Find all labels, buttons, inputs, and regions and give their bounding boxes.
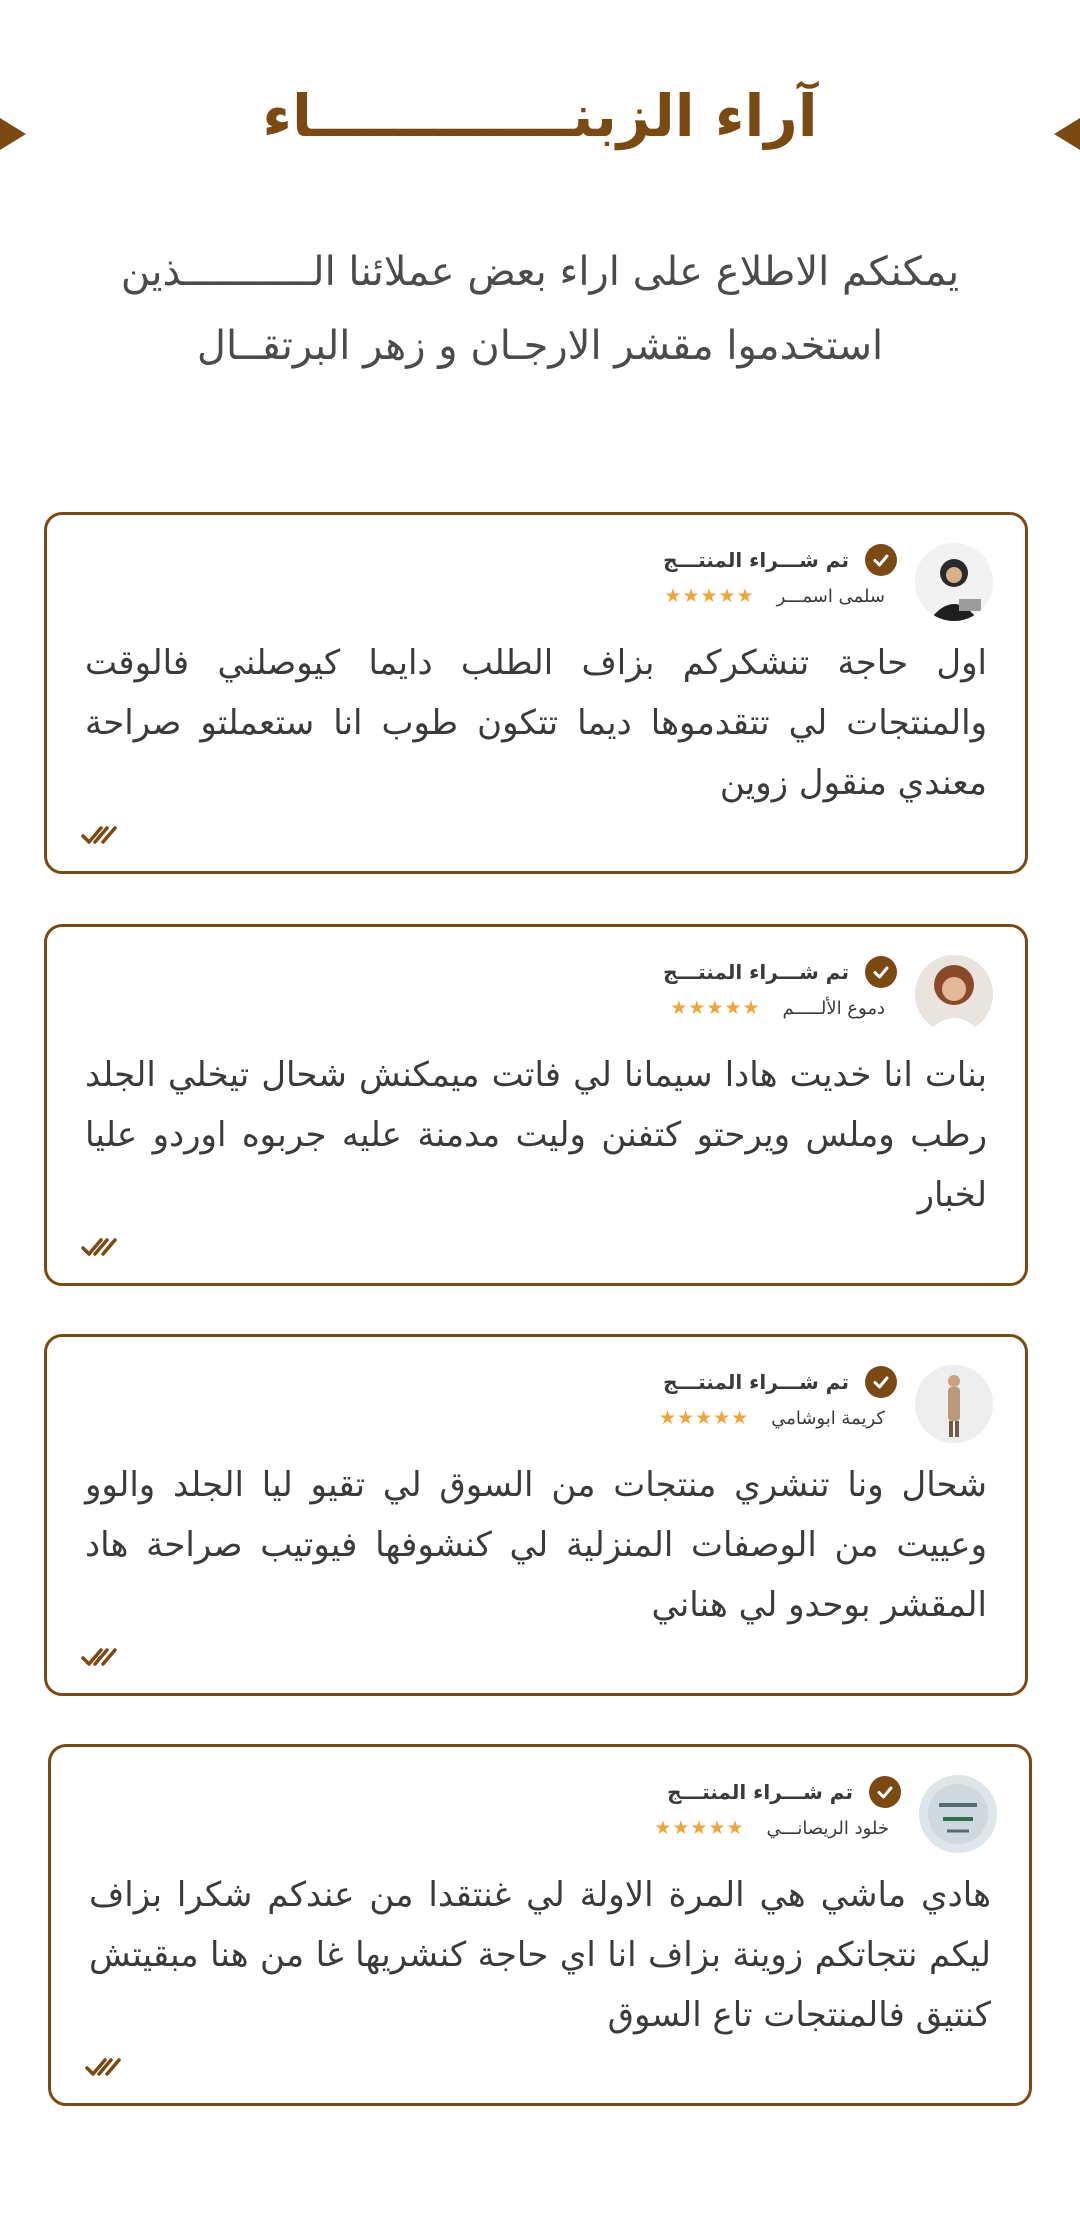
reviewer-name: خلود الريصانـــي (766, 1817, 889, 1839)
reviewer-name: سلمى اسمـــر (776, 585, 885, 607)
star-rating: ★★★★★ (654, 1817, 745, 1839)
verified-label: تم شـــراء المنتـــج (663, 1370, 849, 1394)
verified-purchase (663, 1365, 897, 1399)
verified-label: تم شـــراء المنتـــج (663, 960, 849, 984)
reviewer-name: كريمة ابوشامي (771, 1407, 885, 1429)
double-check-icon (81, 1645, 123, 1669)
double-check-icon (85, 2055, 127, 2079)
page-title: آراء الزبنـــــــــــــاء (262, 82, 818, 150)
review-card (48, 1744, 1032, 2106)
reviewer-name: دموع الألـــــم (782, 997, 885, 1019)
review-card (44, 512, 1028, 874)
avatar (915, 1365, 993, 1443)
reviewer-info (659, 1403, 885, 1433)
star-rating: ★★★★★ (664, 585, 755, 607)
verified-label: تم شـــراء المنتـــج (663, 548, 849, 572)
check-circle-icon (865, 956, 897, 988)
review-text: اول حاجة تنشكركم بزاف الطلب دايما كيوصلني فالوقت والمنتجات لي تتقدموها ديما تتكون طوب انا ستعملتو صراحة معندي منقول زوين (85, 643, 987, 803)
verified-purchase (667, 1775, 901, 1809)
review-text: بنات انا خديت هادا سيمانا لي فاتت ميمكنش شحال تيخلي الجلد رطب وملس ويرحتو كتفنن وليت مدمنة عليه جربوه اوردو عليا لخبار (85, 1055, 987, 1215)
double-check-icon (81, 823, 123, 847)
avatar (919, 1775, 997, 1853)
star-rating: ★★★★★ (659, 1407, 750, 1429)
check-circle-icon (865, 1366, 897, 1398)
avatar (915, 543, 993, 621)
review-text: هادي ماشي هي المرة الاولة لي غنتقدا من عندكم شكرا بزاف ليكم نتجاتكم زوينة بزاف انا اي حاجة كنشريها غا من هنا مبقيتش كنتيق فالمنتجات تاع السوق (89, 1875, 991, 2035)
review-card (44, 1334, 1028, 1696)
check-circle-icon (865, 544, 897, 576)
review-text: شحال ونا تنشري منتجات من السوق لي تقيو ليا الجلد والوو وعييت من الوصفات المنزلية لي كنشوفها فيوتيب صراحة هاد المقشر بوحدو لي هناني (85, 1465, 987, 1625)
reviewer-info (654, 1813, 889, 1843)
reviewer-info (664, 581, 885, 611)
verified-purchase (663, 955, 897, 989)
page-subtitle: يمكنكم الاطلاع على اراء بعض عملائنا الـــــــــــذين استخدموا مقشر الارجـان و زهر البرتقــال (120, 249, 960, 369)
review-card (44, 924, 1028, 1286)
avatar (915, 955, 993, 1033)
double-check-icon (81, 1235, 123, 1259)
verified-label: تم شـــراء المنتـــج (667, 1780, 853, 1804)
verified-purchase (663, 543, 897, 577)
check-circle-icon (869, 1776, 901, 1808)
star-rating: ★★★★★ (670, 997, 761, 1019)
reviewer-info (670, 993, 885, 1023)
